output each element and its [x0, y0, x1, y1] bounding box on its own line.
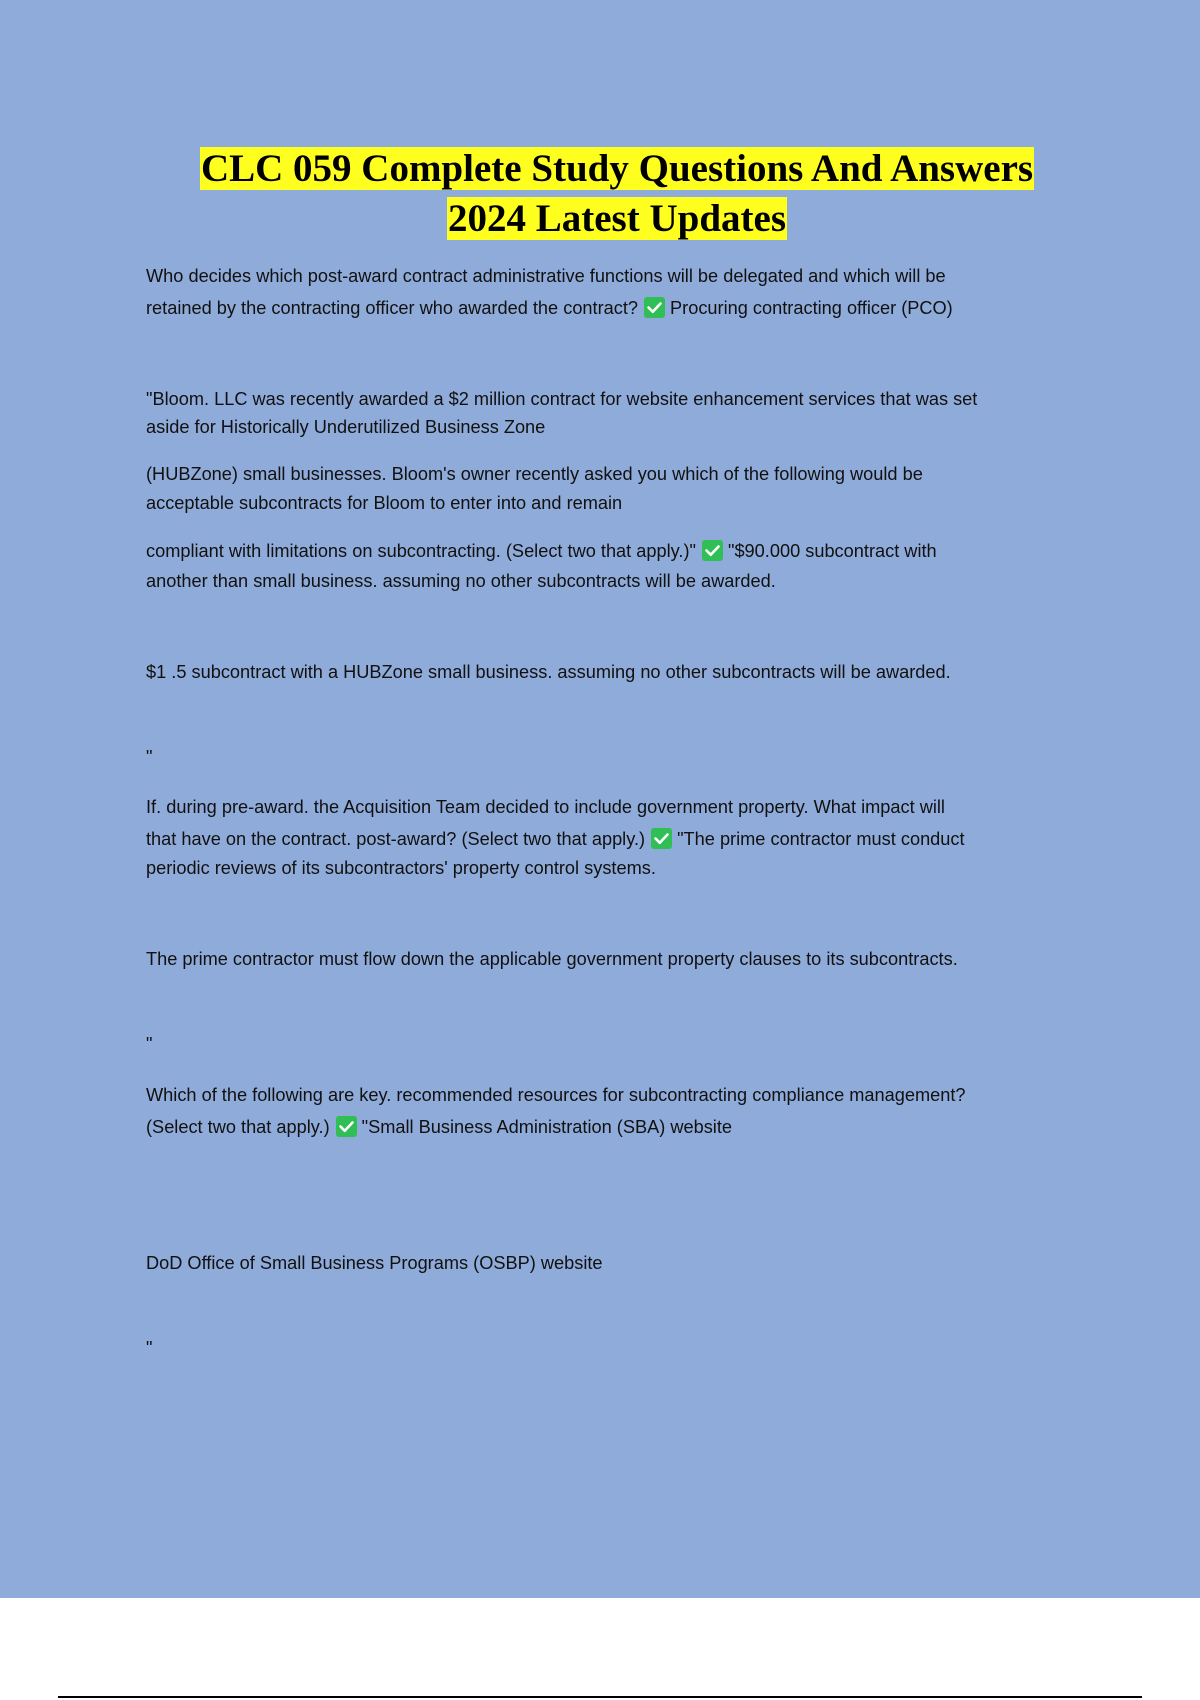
question-4-line-1: Which of the following are key. recommended resources for subcontracting compliance management? — [146, 1085, 966, 1105]
question-2-line-2: aside for Historically Underutilized Business Zone — [146, 417, 546, 437]
title-line-2: 2024 Latest Updates — [448, 197, 786, 240]
question-3-text-end: that have on the contract. post-award? (Select two that apply.) — [146, 829, 646, 849]
document-title — [0, 144, 1200, 244]
question-2-line-1: "Bloom. LLC was recently awarded a $2 million contract for website enhancement services that was set — [146, 389, 978, 409]
answer-2-line-3: $1 .5 subcontract with a HUBZone small business. assuming no other subcontracts will be awarded. — [146, 662, 951, 682]
question-2-text-end: compliant with limitations on subcontracting. (Select two that apply.)" — [146, 541, 696, 561]
footer-divider — [58, 1696, 1142, 1698]
question-1-line-2 — [146, 293, 1086, 323]
question-2-line-5 — [146, 536, 1086, 566]
answer-4-close-quote: " — [146, 1338, 153, 1358]
question-3-line-1: If. during pre-award. the Acquisition Team decided to include government property. What impact will — [146, 797, 945, 817]
answer-2-start: "$90.000 subcontract with — [727, 541, 937, 561]
question-1-text-end: retained by the contracting officer who awarded the contract? — [146, 298, 639, 318]
answer-1: Procuring contracting officer (PCO) — [670, 298, 953, 318]
answer-3-line-2: periodic reviews of its subcontractors' property control systems. — [146, 858, 656, 878]
question-4-line-2 — [146, 1112, 1086, 1142]
answer-2-line-2: another than small business. assuming no other subcontracts will be awarded. — [146, 571, 776, 591]
question-3-line-2 — [146, 824, 1086, 854]
check-mark-icon — [644, 297, 665, 318]
title-line-1: CLC 059 Complete Study Questions And Answers — [200, 147, 1034, 190]
question-1-line-1: Who decides which post-award contract administrative functions will be delegated and which will be — [146, 266, 946, 286]
check-mark-icon — [702, 540, 723, 561]
answer-4-start: "Small Business Administration (SBA) website — [361, 1117, 733, 1137]
answer-4-line-2: DoD Office of Small Business Programs (OSBP) website — [146, 1253, 603, 1273]
question-2-line-3: (HUBZone) small businesses. Bloom's owner recently asked you which of the following would be — [146, 464, 923, 484]
question-4-text-end: (Select two that apply.) — [146, 1117, 330, 1137]
answer-3-start: "The prime contractor must conduct — [677, 829, 965, 849]
check-mark-icon — [651, 828, 672, 849]
answer-3-line-3: The prime contractor must flow down the applicable government property clauses to its subcontracts. — [146, 949, 958, 969]
answer-2-close-quote: " — [146, 747, 153, 767]
answer-3-close-quote: " — [146, 1034, 153, 1054]
check-mark-icon — [336, 1116, 357, 1137]
question-2-line-4: acceptable subcontracts for Bloom to enter into and remain — [146, 493, 623, 513]
